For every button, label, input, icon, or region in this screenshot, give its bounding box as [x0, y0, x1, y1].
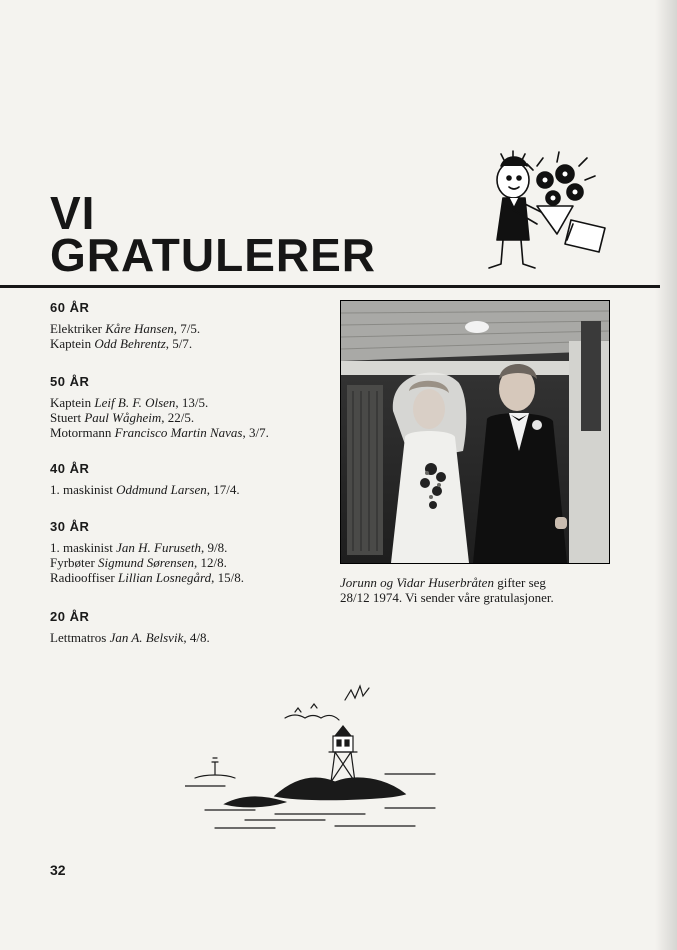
- list-item: Radiooffiser Lillian Losnegård, 15/8.: [50, 570, 244, 585]
- caption-second-line: 28/12 1974. Vi sender våre gratulasjoner.: [340, 590, 554, 605]
- list-item: Motormann Francisco Martin Navas, 3/7.: [50, 425, 269, 440]
- section-30: [50, 519, 244, 585]
- list-item: 1. maskinist Jan H. Furuseth, 9/8.: [50, 540, 228, 555]
- section-heading: 60 ÅR: [50, 300, 90, 315]
- list-item: Fyrbøter Sigmund Sørensen, 12/8.: [50, 555, 227, 570]
- section-40: [50, 461, 240, 497]
- list-item: Elektriker Kåre Hansen, 7/5.: [50, 321, 201, 336]
- section-60: [50, 300, 200, 351]
- photo-caption: Jorunn og Vidar Huserbråten gifter seg 28/12 1974. Vi sender våre gratulasjoner.: [340, 575, 554, 605]
- title-line-2: GRATULERER: [50, 229, 377, 281]
- list-item: Stuert Paul Wågheim, 22/5.: [50, 410, 195, 425]
- list-item: Kaptein Leif B. F. Olsen, 13/5.: [50, 395, 209, 410]
- lighthouse-illustration: [185, 678, 445, 838]
- section-20: [50, 609, 210, 645]
- header-rule: [0, 285, 660, 288]
- caption-names: Jorunn og Vidar Huserbråten: [340, 575, 494, 590]
- section-heading: 30 ÅR: [50, 519, 90, 534]
- wedding-photo: [340, 300, 610, 564]
- title-line-1: VI: [50, 187, 96, 239]
- list-item: Kaptein Odd Behrentz, 5/7.: [50, 336, 193, 351]
- section-heading: 50 ÅR: [50, 374, 90, 389]
- list-item: 1. maskinist Oddmund Larsen, 17/4.: [50, 482, 240, 497]
- section-heading: 40 ÅR: [50, 461, 90, 476]
- bouquet-boy-illustration: [475, 140, 615, 285]
- list-item: Lettmatros Jan A. Belsvik, 4/8.: [50, 630, 210, 645]
- section-heading: 20 ÅR: [50, 609, 90, 624]
- page-number: 32: [50, 862, 66, 878]
- page-edge-shadow: [655, 0, 677, 950]
- section-50: [50, 374, 269, 440]
